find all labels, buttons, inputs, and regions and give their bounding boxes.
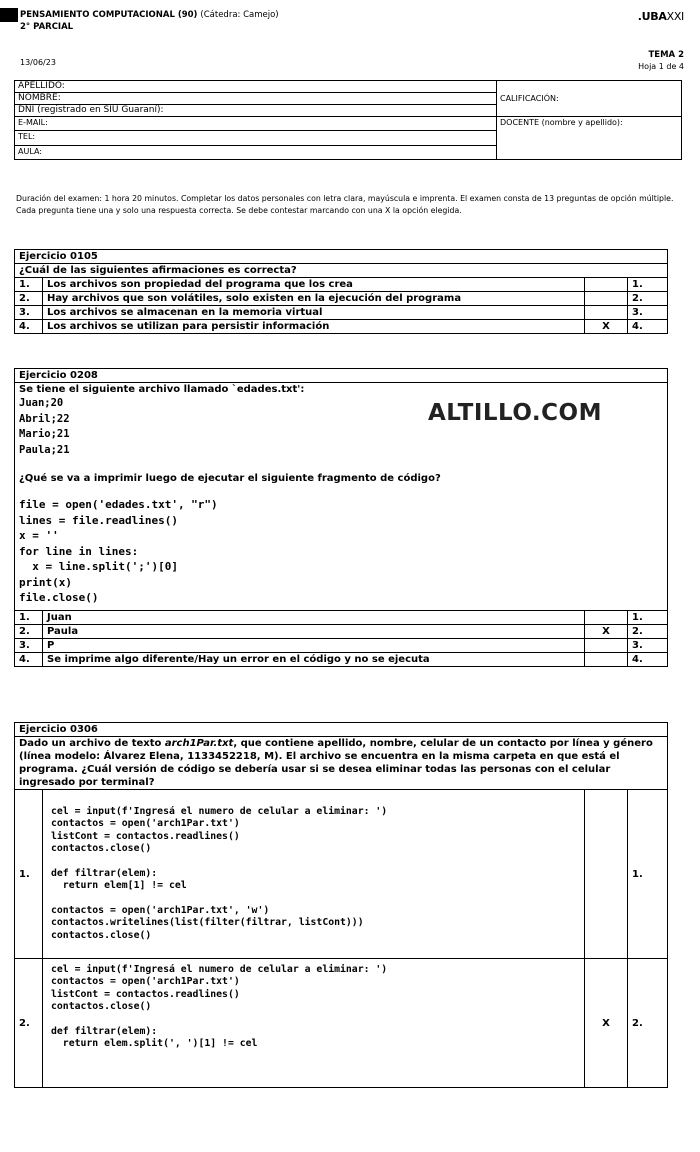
option-number: 2. xyxy=(15,959,43,1088)
tel-field[interactable]: TEL: xyxy=(15,131,497,145)
file-contents: Juan;20 Abril;22 Mario;21 Paula;21 xyxy=(19,397,70,456)
uba-logo: .UBAXXI xyxy=(637,10,684,23)
option-text: P xyxy=(43,638,585,652)
option-number-right: 3. xyxy=(628,306,668,320)
answer-box[interactable]: X xyxy=(585,959,628,1088)
exercise-title: Ejercicio 0208 xyxy=(15,369,668,383)
option-text: Los archivos son propiedad del programa que los crea xyxy=(43,278,585,292)
tema-label: TEMA 2 xyxy=(648,50,684,60)
option-text: Juan xyxy=(43,610,585,624)
exercise-title: Ejercicio 0105 xyxy=(15,250,668,264)
exercise-question: ¿Cuál de las siguientes afirmaciones es correcta? xyxy=(15,264,668,278)
option-number-right: 1. xyxy=(628,610,668,624)
option-code: cel = input(f'Ingresá el numero de celular a eliminar: ') contactos = open('arch1Par.txt') listCont = contactos.readlines() contactos.close() def filtrar(elem): return elem.split(', ')[1] != cel xyxy=(43,959,585,1088)
student-info-table xyxy=(14,80,682,160)
answer-box[interactable] xyxy=(585,790,628,959)
answer-box[interactable] xyxy=(585,638,628,652)
option-code: cel = input(f'Ingresá el numero de celular a eliminar: ') contactos = open('arch1Par.txt') listCont = contactos.readlines() contactos.close() def filtrar(elem): return elem[1] != cel contactos = open('arch1Par.txt', 'w') contactos.writelines(list(filter(filtrar, listCont))) contactos.close() xyxy=(43,790,585,959)
answer-box[interactable] xyxy=(585,652,628,666)
course-name: PENSAMIENTO COMPUTACIONAL (90) xyxy=(20,10,198,20)
option-number-right: 4. xyxy=(628,320,668,334)
option-number-right: 3. xyxy=(628,638,668,652)
exercise-0306 xyxy=(14,722,668,1088)
option-row xyxy=(15,610,668,624)
catedra: (Cátedra: Camejo) xyxy=(200,10,279,20)
option-row xyxy=(15,652,668,666)
option-number: 4. xyxy=(15,652,43,666)
answer-box[interactable] xyxy=(585,610,628,624)
dni-field[interactable]: DNI (registrado en SIU Guaraní): xyxy=(15,105,497,117)
option-text: Paula xyxy=(43,624,585,638)
watermark: ALTILLO.COM xyxy=(428,400,602,426)
exercise-question: Dado un archivo de texto arch1Par.txt, que contiene apellido, nombre, celular de un contacto por línea y género (línea modelo: Álvarez Elena, 1133452218, M). El archivo se encuentra en la misma carpeta en que está el programa. ¿Cuál versión de código se debería usar si se desea eliminar todas las personas con el celular ingresado por terminal? xyxy=(15,737,668,790)
exercise-0105 xyxy=(14,249,668,334)
apellido-field[interactable]: APELLIDO: xyxy=(15,81,497,93)
option-number-right: 2. xyxy=(628,959,668,1088)
docente-field[interactable]: DOCENTE (nombre y apellido): xyxy=(497,117,682,160)
option-row xyxy=(15,624,668,638)
exercise-intro: Se tiene el siguiente archivo llamado `edades.txt': xyxy=(19,384,305,395)
answer-box[interactable]: X xyxy=(585,320,628,334)
option-row xyxy=(15,790,668,959)
answer-box[interactable]: X xyxy=(585,624,628,638)
black-redaction-box xyxy=(0,8,18,22)
option-row xyxy=(15,306,668,320)
option-number: 1. xyxy=(15,278,43,292)
exam-instructions: Duración del examen: 1 hora 20 minutos. Completar los datos personales con letra clara, mayúscula e imprenta. El examen consta de 13 preguntas de opción múltiple. Cada pregunta tiene una y solo una respuesta correcta. Se debe contestar marcando con una X la opción elegida. xyxy=(16,194,674,215)
code-block: file = open('edades.txt', "r") lines = file.readlines() x = '' for line in lines: x = line.split(';')[0] print(x) file.close() xyxy=(19,498,218,604)
option-number: 1. xyxy=(15,610,43,624)
option-number: 2. xyxy=(15,624,43,638)
option-row xyxy=(15,292,668,306)
option-number: 2. xyxy=(15,292,43,306)
page-counter: Hoja 1 de 4 xyxy=(638,62,684,71)
option-text: Se imprime algo diferente/Hay un error en el código y no se ejecuta xyxy=(43,652,585,666)
exam-name: 2° PARCIAL xyxy=(20,22,74,32)
option-text: Los archivos se almacenan en la memoria virtual xyxy=(43,306,585,320)
calificacion-field[interactable]: CALIFICACIÓN: xyxy=(497,81,682,117)
option-number-right: 2. xyxy=(628,292,668,306)
option-text: Hay archivos que son volátiles, solo existen en la ejecución del programa xyxy=(43,292,585,306)
exercise-question: ¿Qué se va a imprimir luego de ejecutar el siguiente fragmento de código? xyxy=(19,473,441,484)
option-number: 3. xyxy=(15,306,43,320)
answer-box[interactable] xyxy=(585,278,628,292)
option-number-right: 4. xyxy=(628,652,668,666)
option-number-right: 1. xyxy=(628,790,668,959)
course-title xyxy=(20,10,279,20)
email-field[interactable]: E-MAIL: xyxy=(15,117,497,131)
aula-field[interactable]: AULA: xyxy=(15,145,497,159)
nombre-field[interactable]: NOMBRE: xyxy=(15,93,497,105)
option-number: 4. xyxy=(15,320,43,334)
option-row xyxy=(15,320,668,334)
option-number: 1. xyxy=(15,790,43,959)
option-number-right: 2. xyxy=(628,624,668,638)
option-row xyxy=(15,278,668,292)
exercise-title: Ejercicio 0306 xyxy=(15,723,668,737)
option-row xyxy=(15,959,668,1088)
option-text: Los archivos se utilizan para persistir información xyxy=(43,320,585,334)
exam-date: 13/06/23 xyxy=(20,58,56,67)
answer-box[interactable] xyxy=(585,306,628,320)
option-row xyxy=(15,638,668,652)
answer-box[interactable] xyxy=(585,292,628,306)
option-number-right: 1. xyxy=(628,278,668,292)
option-number: 3. xyxy=(15,638,43,652)
